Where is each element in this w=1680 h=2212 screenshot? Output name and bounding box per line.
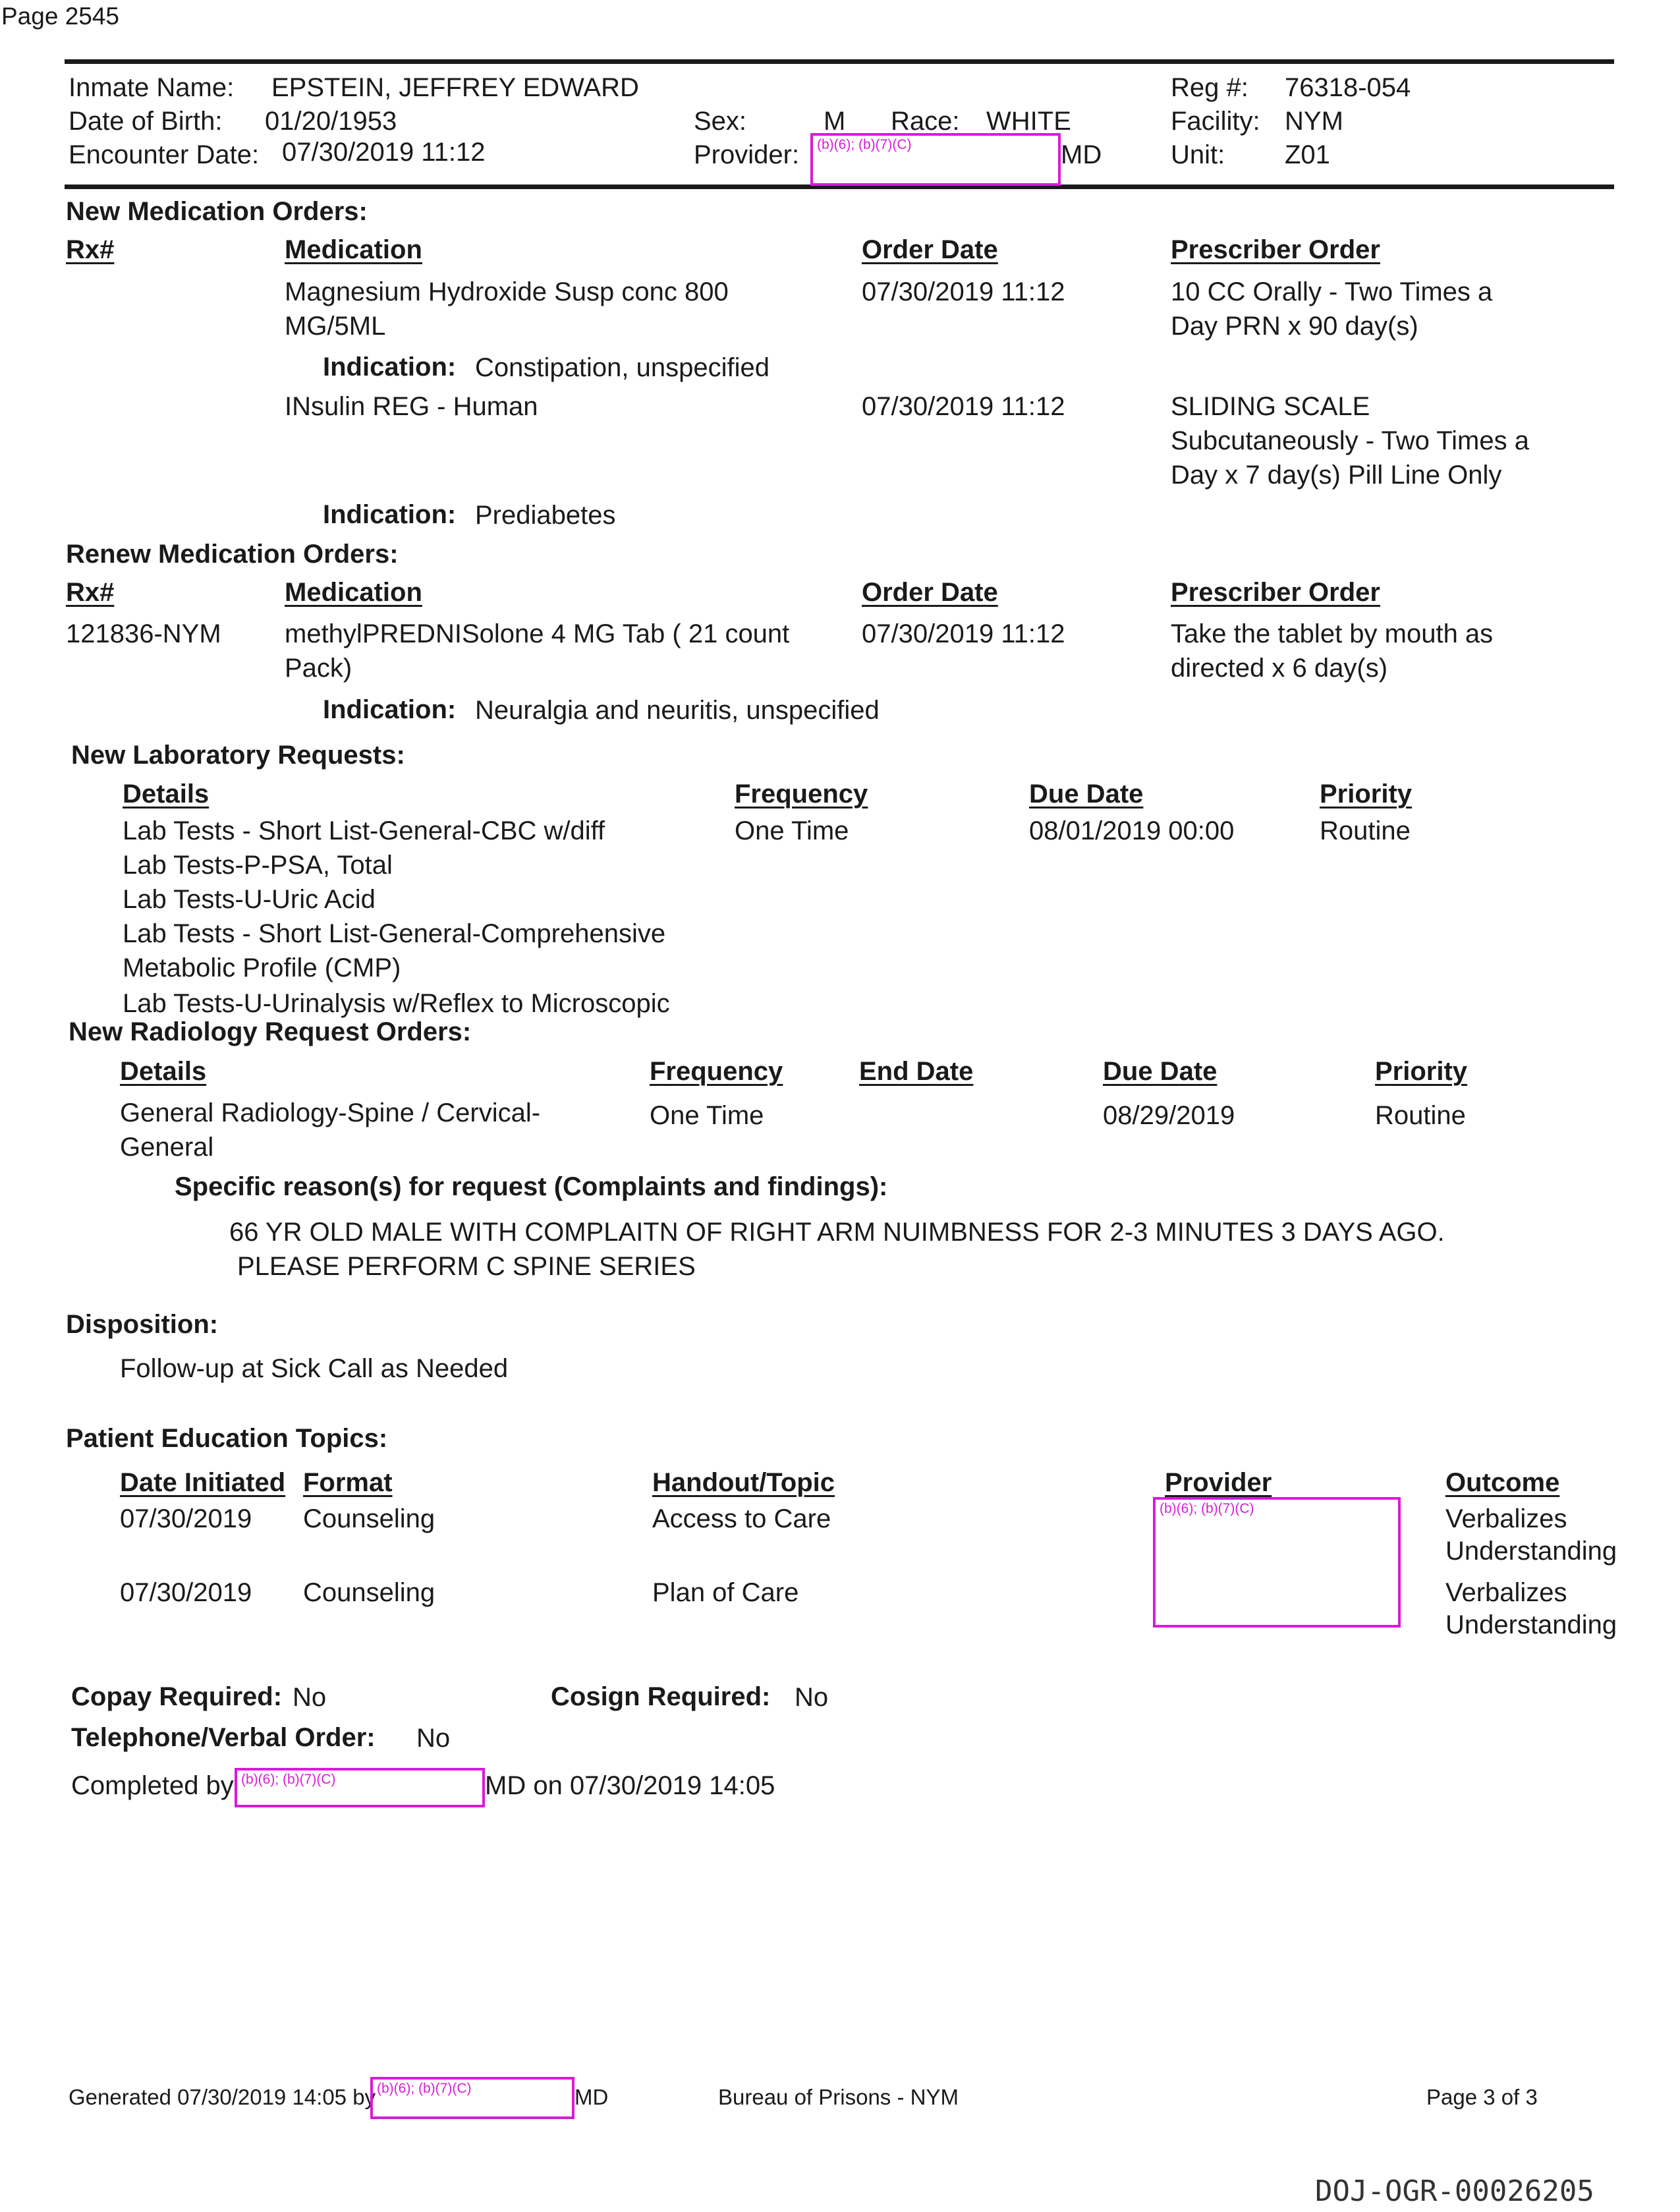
col-header-details: Details	[123, 780, 210, 808]
sex-value: M	[824, 107, 846, 136]
redaction-code: (b)(6); (b)(7)(C)	[817, 137, 912, 152]
radiology-due-date: 08/29/2019	[1103, 1101, 1235, 1130]
lab-frequency: One Time	[735, 816, 849, 845]
col-header-order-date: Order Date	[862, 578, 998, 607]
order-date: 07/30/2019 11:12	[862, 277, 1065, 306]
education-topic: Plan of Care	[652, 1578, 799, 1607]
prescriber-order: Day x 7 day(s) Pill Line Only	[1171, 461, 1502, 490]
reason-text: 66 YR OLD MALE WITH COMPLAITN OF RIGHT ARM NUIMBNESS FOR 2-3 MINUTES 3 DAYS AGO.	[229, 1218, 1445, 1247]
section-title: Patient Education Topics:	[66, 1424, 388, 1453]
lab-detail: Lab Tests-U-Urinalysis w/Reflex to Microscopic	[123, 989, 670, 1018]
lab-detail: Lab Tests-U-Uric Acid	[123, 885, 376, 914]
provider-label: Provider:	[694, 140, 800, 169]
bureau-label: Bureau of Prisons - NYM	[718, 2085, 959, 2109]
col-header-medication: Medication	[285, 235, 422, 264]
medication-name: Magnesium Hydroxide Susp conc 800	[285, 277, 729, 306]
generated-by-redaction-box	[370, 2077, 574, 2119]
race-value: WHITE	[986, 107, 1071, 136]
col-header-rx: Rx#	[66, 578, 115, 607]
section-title: Renew Medication Orders:	[66, 540, 399, 569]
indication-value: Neuralgia and neuritis, unspecified	[475, 696, 880, 725]
col-header-prescriber-order: Prescriber Order	[1171, 235, 1380, 264]
order-date: 07/30/2019 11:12	[862, 392, 1065, 421]
header-top-rule	[65, 59, 1614, 64]
redaction-code: (b)(6); (b)(7)(C)	[1160, 1501, 1254, 1516]
col-header-format: Format	[303, 1468, 393, 1497]
reason-label: Specific reason(s) for request (Complaints and findings):	[175, 1172, 888, 1201]
col-header-outcome: Outcome	[1445, 1468, 1560, 1497]
sex-label: Sex:	[694, 107, 747, 136]
reg-label: Reg #:	[1171, 73, 1248, 102]
education-outcome: Understanding	[1445, 1537, 1617, 1566]
facility-label: Facility:	[1171, 107, 1260, 136]
education-format: Counseling	[303, 1578, 435, 1607]
education-format: Counseling	[303, 1504, 435, 1533]
radiology-detail: General	[120, 1133, 214, 1162]
lab-detail: Lab Tests-P-PSA, Total	[123, 851, 393, 880]
col-header-priority: Priority	[1320, 780, 1413, 808]
medication-name: MG/5ML	[285, 312, 386, 341]
indication-value: Constipation, unspecified	[475, 353, 770, 382]
section-title: Disposition:	[66, 1310, 219, 1339]
indication-label: Indication:	[323, 353, 457, 382]
provider-redaction-box	[1153, 1497, 1401, 1628]
reason-text: PLEASE PERFORM C SPINE SERIES	[237, 1252, 696, 1281]
section-title: New Radiology Request Orders:	[69, 1017, 472, 1046]
prescriber-order: Subcutaneously - Two Times a	[1171, 426, 1529, 455]
race-label: Race:	[891, 107, 960, 136]
col-header-details: Details	[120, 1057, 207, 1086]
indication-value: Prediabetes	[475, 501, 616, 530]
prescriber-order: directed x 6 day(s)	[1171, 654, 1388, 683]
education-date: 07/30/2019	[120, 1504, 252, 1533]
dob-label: Date of Birth:	[69, 107, 223, 136]
prescriber-order: Take the tablet by mouth as	[1171, 619, 1494, 648]
medication-name: Pack)	[285, 654, 352, 683]
encounter-date-value: 07/30/2019 11:12	[282, 138, 486, 167]
education-outcome: Verbalizes	[1445, 1578, 1567, 1607]
indication-label: Indication:	[323, 500, 457, 529]
copay-label: Copay Required:	[71, 1682, 283, 1711]
copay-value: No	[293, 1683, 327, 1712]
inmate-name: EPSTEIN, JEFFREY EDWARD	[271, 73, 639, 102]
page-of-label: Page 3 of 3	[1426, 2085, 1538, 2109]
col-header-date-initiated: Date Initiated	[120, 1468, 286, 1497]
col-header-due-date: Due Date	[1103, 1057, 1218, 1086]
rx-number: 121836-NYM	[66, 619, 221, 648]
col-header-rx: Rx#	[66, 235, 115, 264]
col-header-frequency: Frequency	[650, 1057, 783, 1086]
document-id: DOJ-OGR-00026205	[1315, 2174, 1594, 2208]
radiology-frequency: One Time	[650, 1101, 764, 1130]
col-header-handout-topic: Handout/Topic	[652, 1468, 835, 1497]
radiology-detail: General Radiology-Spine / Cervical-	[120, 1098, 541, 1127]
col-header-prescriber-order: Prescriber Order	[1171, 578, 1380, 607]
generated-by-suffix: MD	[574, 2085, 609, 2109]
provider-suffix: MD	[1061, 140, 1102, 169]
medication-name: methylPREDNISolone 4 MG Tab ( 21 count	[285, 619, 790, 648]
dob-value: 01/20/1953	[265, 107, 397, 136]
education-topic: Access to Care	[652, 1504, 831, 1533]
unit-label: Unit:	[1171, 140, 1225, 169]
telephone-order-value: No	[416, 1724, 451, 1753]
completed-by-prefix: Completed by	[71, 1771, 234, 1800]
unit-value: Z01	[1285, 140, 1330, 169]
col-header-provider: Provider	[1165, 1468, 1272, 1497]
radiology-priority: Routine	[1375, 1101, 1466, 1130]
col-header-medication: Medication	[285, 578, 422, 607]
section-title: New Medication Orders:	[66, 197, 368, 226]
cosign-value: No	[795, 1683, 829, 1712]
education-outcome: Verbalizes	[1445, 1504, 1567, 1533]
provider-redaction-box	[810, 133, 1061, 186]
disposition-text: Follow-up at Sick Call as Needed	[120, 1354, 509, 1383]
lab-detail: Lab Tests - Short List-General-Comprehensive	[123, 919, 666, 948]
col-header-priority: Priority	[1375, 1057, 1468, 1086]
lab-priority: Routine	[1320, 816, 1411, 845]
generated-by-prefix: Generated 07/30/2019 14:05 by	[69, 2085, 376, 2109]
redaction-code: (b)(6); (b)(7)(C)	[377, 2081, 472, 2096]
inmate-name-label: Inmate Name:	[69, 73, 235, 102]
telephone-order-label: Telephone/Verbal Order:	[71, 1723, 376, 1752]
prescriber-order: SLIDING SCALE	[1171, 392, 1370, 421]
completed-by-redaction-box	[235, 1768, 485, 1807]
col-header-due-date: Due Date	[1029, 780, 1144, 808]
completed-by-suffix: MD on 07/30/2019 14:05	[485, 1771, 775, 1800]
medication-name: INsulin REG - Human	[285, 392, 538, 421]
section-title: New Laboratory Requests:	[71, 741, 405, 770]
prescriber-order: 10 CC Orally - Two Times a	[1171, 277, 1493, 306]
reg-value: 76318-054	[1285, 73, 1411, 102]
col-header-frequency: Frequency	[735, 780, 868, 808]
education-outcome: Understanding	[1445, 1610, 1617, 1639]
prescriber-order: Day PRN x 90 day(s)	[1171, 312, 1418, 341]
lab-detail: Lab Tests - Short List-General-CBC w/diff	[123, 816, 605, 845]
col-header-end-date: End Date	[859, 1057, 974, 1086]
lab-due-date: 08/01/2019 00:00	[1029, 816, 1235, 845]
education-date: 07/30/2019	[120, 1578, 252, 1607]
lab-detail: Metabolic Profile (CMP)	[123, 953, 401, 982]
page-number-label: Page 2545	[1, 3, 120, 30]
encounter-date-label: Encounter Date:	[69, 140, 260, 169]
facility-value: NYM	[1285, 107, 1343, 136]
cosign-label: Cosign Required:	[551, 1682, 771, 1711]
col-header-order-date: Order Date	[862, 235, 998, 264]
redaction-code: (b)(6); (b)(7)(C)	[241, 1772, 336, 1787]
indication-label: Indication:	[323, 695, 457, 724]
order-date: 07/30/2019 11:12	[862, 619, 1065, 648]
